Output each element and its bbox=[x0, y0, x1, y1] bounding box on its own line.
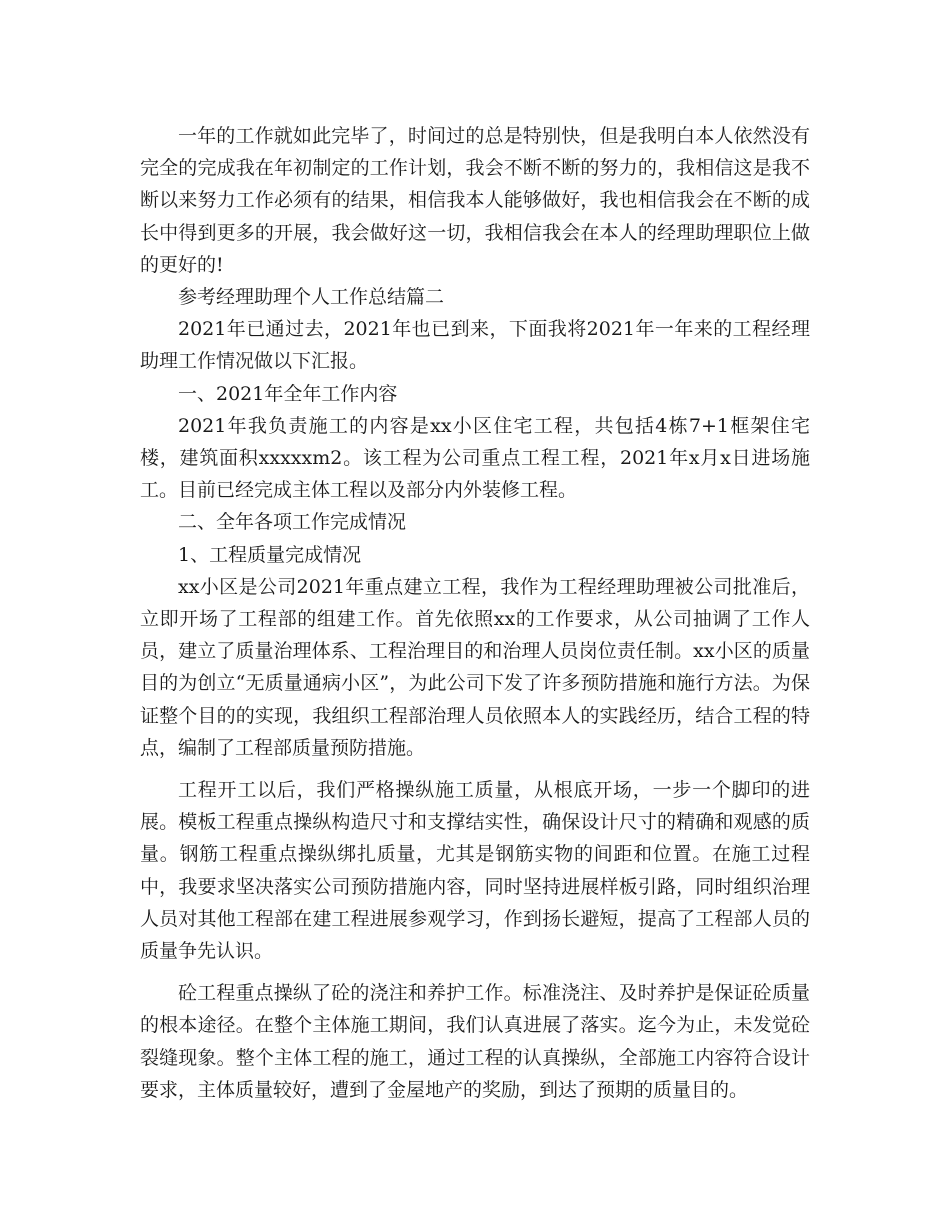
paragraph-concrete-work: 砼工程重点操纵了砼的浇注和养护工作。标准浇注、及时养护是保证砼质量的根本途径。在整个主体施工期间，我们认真进展了落实。迄今为止，未发觉砼裂缝现象。整个主体工程的施工，通过工程的认真操纵，全部施工内容符合设计要求，主体质量较好，遭到了金屋地产的奖励，到达了预期的质量目的。 bbox=[140, 982, 810, 1101]
paragraph-construction-control: 工程开工以后，我们严格操纵施工质量，从根底开场，一步一个脚印的进展。模板工程重点操纵构造尺寸和支撑结实性，确保设计尺寸的精确和观感的质量。钢筋工程重点操纵绑扎质量，尤其是钢筋实物的间距和位置。在施工过程中，我要求坚决落实公司预防措施内容，同时坚持进展样板引路，同时组织治理人员对其他工程部在建工程进展参观学习，作到扬长避短，提高了工程部人员的质量争先认识。 bbox=[140, 779, 810, 963]
paragraph-quality-system: xx小区是公司2021年重点建立工程，我作为工程经理助理被公司批准后，立即开场了工程部的组建工作。首先依照xx的工作要求，从公司抽调了工作人员，建立了质量治理体系、工程治理目的和治理人员岗位责任制。xx小区的质量目的为创立“无质量通病小区”，为此公司下发了许多预防措施和施行方法。为保证整个目的的实现，我组织工程部治理人员依照本人的实践经历，结合工程的特点，编制了工程部质量预防措施。 bbox=[140, 575, 810, 759]
paragraph-closing-summary: 一年的工作就如此完毕了，时间过的总是特别快，但是我明白本人依然没有完全的完成我在年初制定的工作计划，我会不断不断的努力的，我相信这是我不断以来努力工作必须有的结果，相信我本人能够做好，我也相信我会在不断的成长中得到更多的开展，我会做好这一切，我相信我会在本人的经理助理职位上做的更好的! bbox=[140, 125, 810, 276]
document-body bbox=[140, 120, 810, 1106]
paragraph-intro-2021: 2021年已通过去，2021年也已到来，下面我将2021年一年来的工程经理助理工作情况做以下汇报。 bbox=[140, 318, 810, 373]
heading-annual-work-content: 一、2021年全年工作内容 bbox=[178, 382, 398, 405]
heading-quality-completion: 1、工程质量完成情况 bbox=[178, 543, 362, 566]
section-title-part-two: 参考经理助理个人工作总结篇二 bbox=[178, 286, 445, 309]
paragraph-project-description: 2021年我负责施工的内容是xx小区住宅工程，共包括4栋7+1框架住宅楼，建筑面积xxxxxm2。该工程为公司重点工程工程，2021年x月x日进场施工。目前已经完成主体工程以及部分内外装修工程。 bbox=[140, 414, 810, 502]
heading-work-completion: 二、全年各项工作完成情况 bbox=[178, 511, 407, 534]
